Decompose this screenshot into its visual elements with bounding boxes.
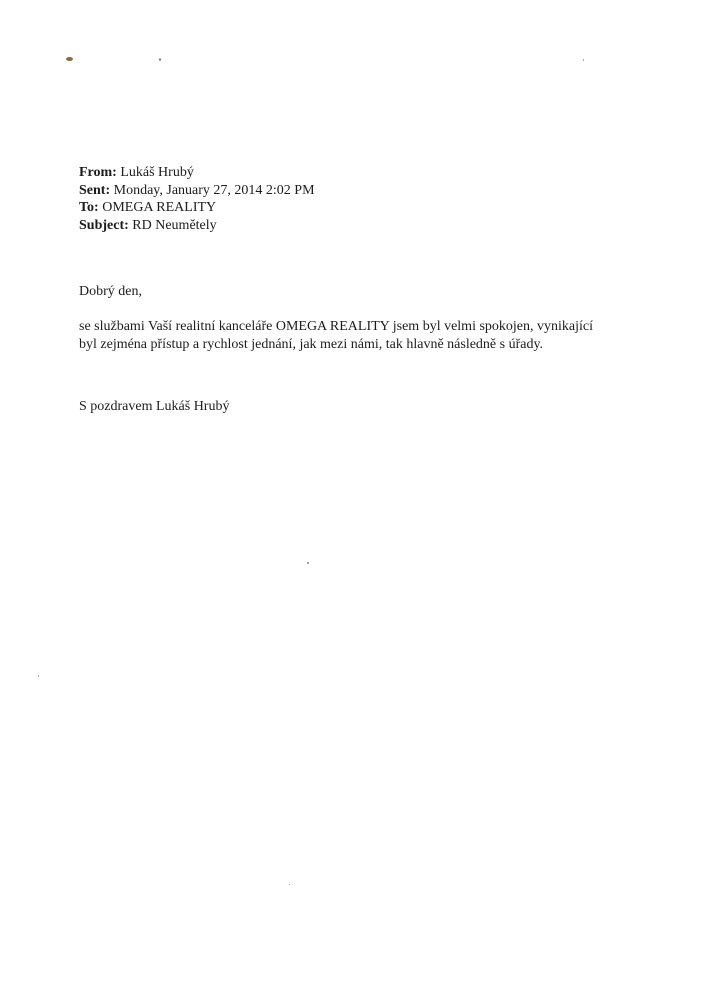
greeting: Dobrý den, xyxy=(79,284,142,299)
to-label: To: xyxy=(79,200,99,215)
from-line xyxy=(79,164,315,182)
from-value: Lukáš Hrubý xyxy=(120,165,194,180)
scan-speck xyxy=(289,884,290,885)
body-line: se službami Vaší realitní kanceláře OMEGA REALITY jsem byl velmi spokojen, vynikající xyxy=(79,319,594,334)
scan-speck xyxy=(66,57,73,61)
to-line xyxy=(79,199,315,217)
subject-label: Subject: xyxy=(79,217,129,233)
sent-label: Sent: xyxy=(79,182,111,198)
subject-line xyxy=(79,217,315,235)
scan-speck xyxy=(38,675,39,677)
scan-speck xyxy=(583,59,584,61)
body-line: byl zejména přístup a rychlost jednání, jak mezi námi, tak hlavně následně s úřady. xyxy=(79,336,544,352)
to-value: OMEGA REALITY xyxy=(102,200,217,215)
email-header xyxy=(79,164,315,234)
body-paragraph xyxy=(79,318,639,353)
subject-value: RD Neumětely xyxy=(132,217,217,233)
signature: S pozdravem Lukáš Hrubý xyxy=(79,399,230,414)
scan-speck xyxy=(159,58,161,61)
scan-speck xyxy=(307,562,309,564)
sent-value: Monday, January 27, 2014 2:02 PM xyxy=(113,182,315,198)
sent-line xyxy=(79,182,315,200)
from-label: From: xyxy=(79,165,117,180)
